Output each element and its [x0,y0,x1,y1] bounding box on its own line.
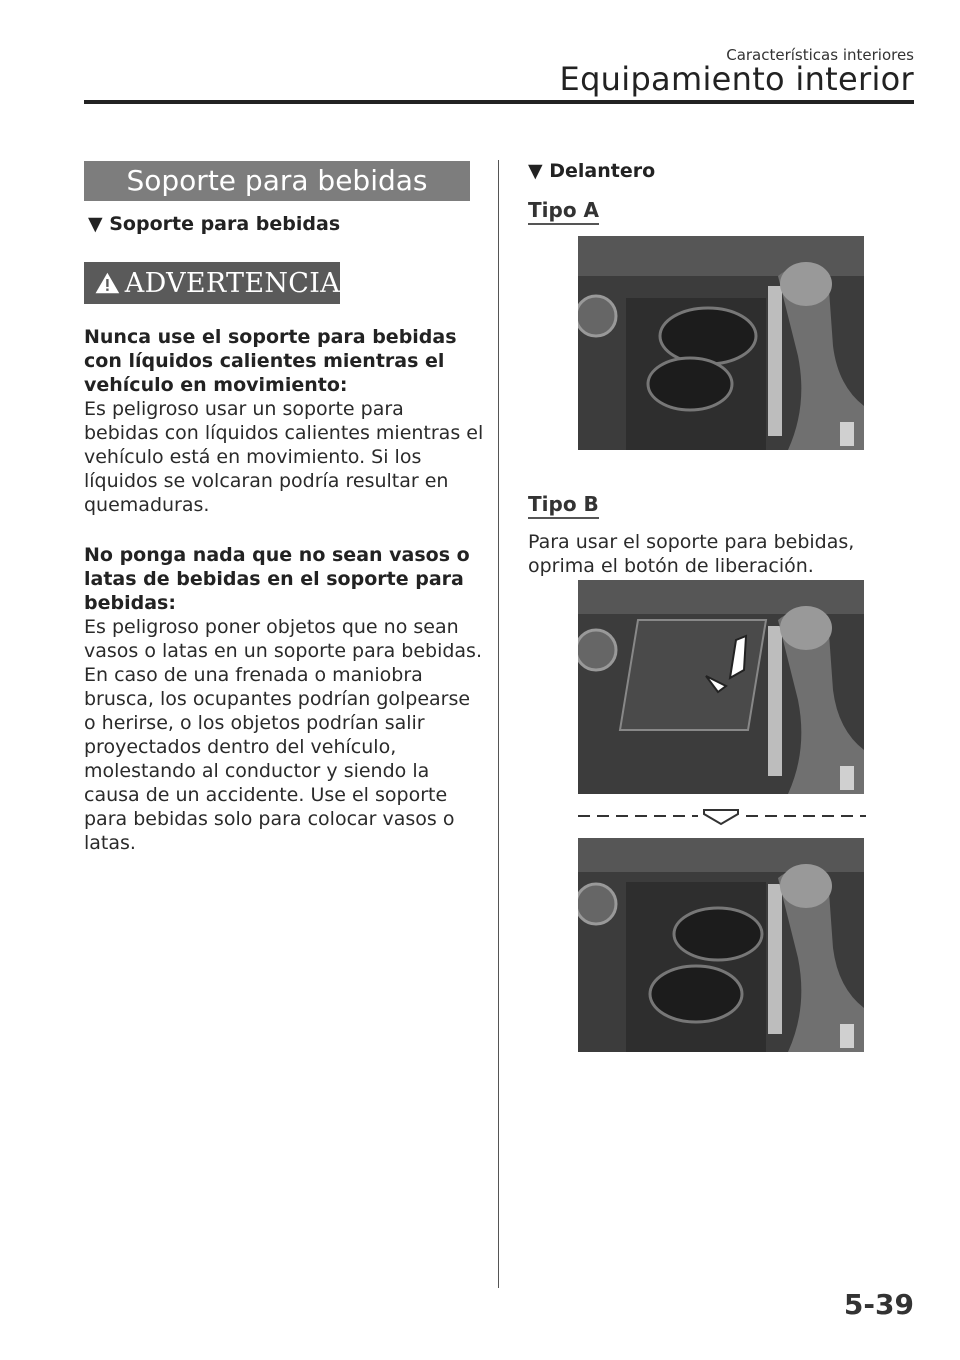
page-number: 5-39 [843,1288,914,1321]
type-b-label: Tipo B [528,492,599,519]
type-b-closed-image [578,580,864,794]
section-label: Características interiores [726,46,914,64]
warning2-text: Es peligroso poner objetos que no sean vasos o latas en un soporte para bebidas. En caso de una frenada o maniobra brusca, los ocupantes podrían golpearse o herirse, o los objetos podrían salir proyectados dentro del vehículo, molestando al conductor y siendo la causa de un accidente. Use el soporte para bebidas solo para colocar vasos o latas. [84,616,482,854]
warning-label: ADVERTENCIA [124,267,340,299]
warning2-title: No ponga nada que no sean vasos o latas de bebidas en el soporte para bebidas: [84,544,470,614]
warning-block-1 [84,325,484,517]
chapter-title: Equipamiento interior [559,60,914,98]
section-banner: Soporte para bebidas [84,161,470,201]
column-divider [498,160,499,1288]
transition-arrow [578,808,866,826]
warning-badge [84,262,340,304]
type-a-label: Tipo A [528,198,599,225]
subheading-cupholder: ▼ Soporte para bebidas [88,213,341,235]
warning1-text: Es peligroso usar un soporte para bebidas con líquidos calientes mientras el vehículo está en movimiento. Si los líquidos se volcaran podría resultar en quemaduras. [84,398,484,516]
subheading-front: ▼ Delantero [528,160,656,182]
type-b-text: Para usar el soporte para bebidas, oprima el botón de liberación. [528,531,855,577]
warning1-title: Nunca use el soporte para bebidas con líquidos calientes mientras el vehículo en movimiento: [84,326,457,396]
type-a-image [578,236,864,450]
type-b-open-image [578,838,864,1052]
header-rule [84,100,914,104]
warning-icon [94,268,121,298]
warning-block-2 [84,543,484,855]
